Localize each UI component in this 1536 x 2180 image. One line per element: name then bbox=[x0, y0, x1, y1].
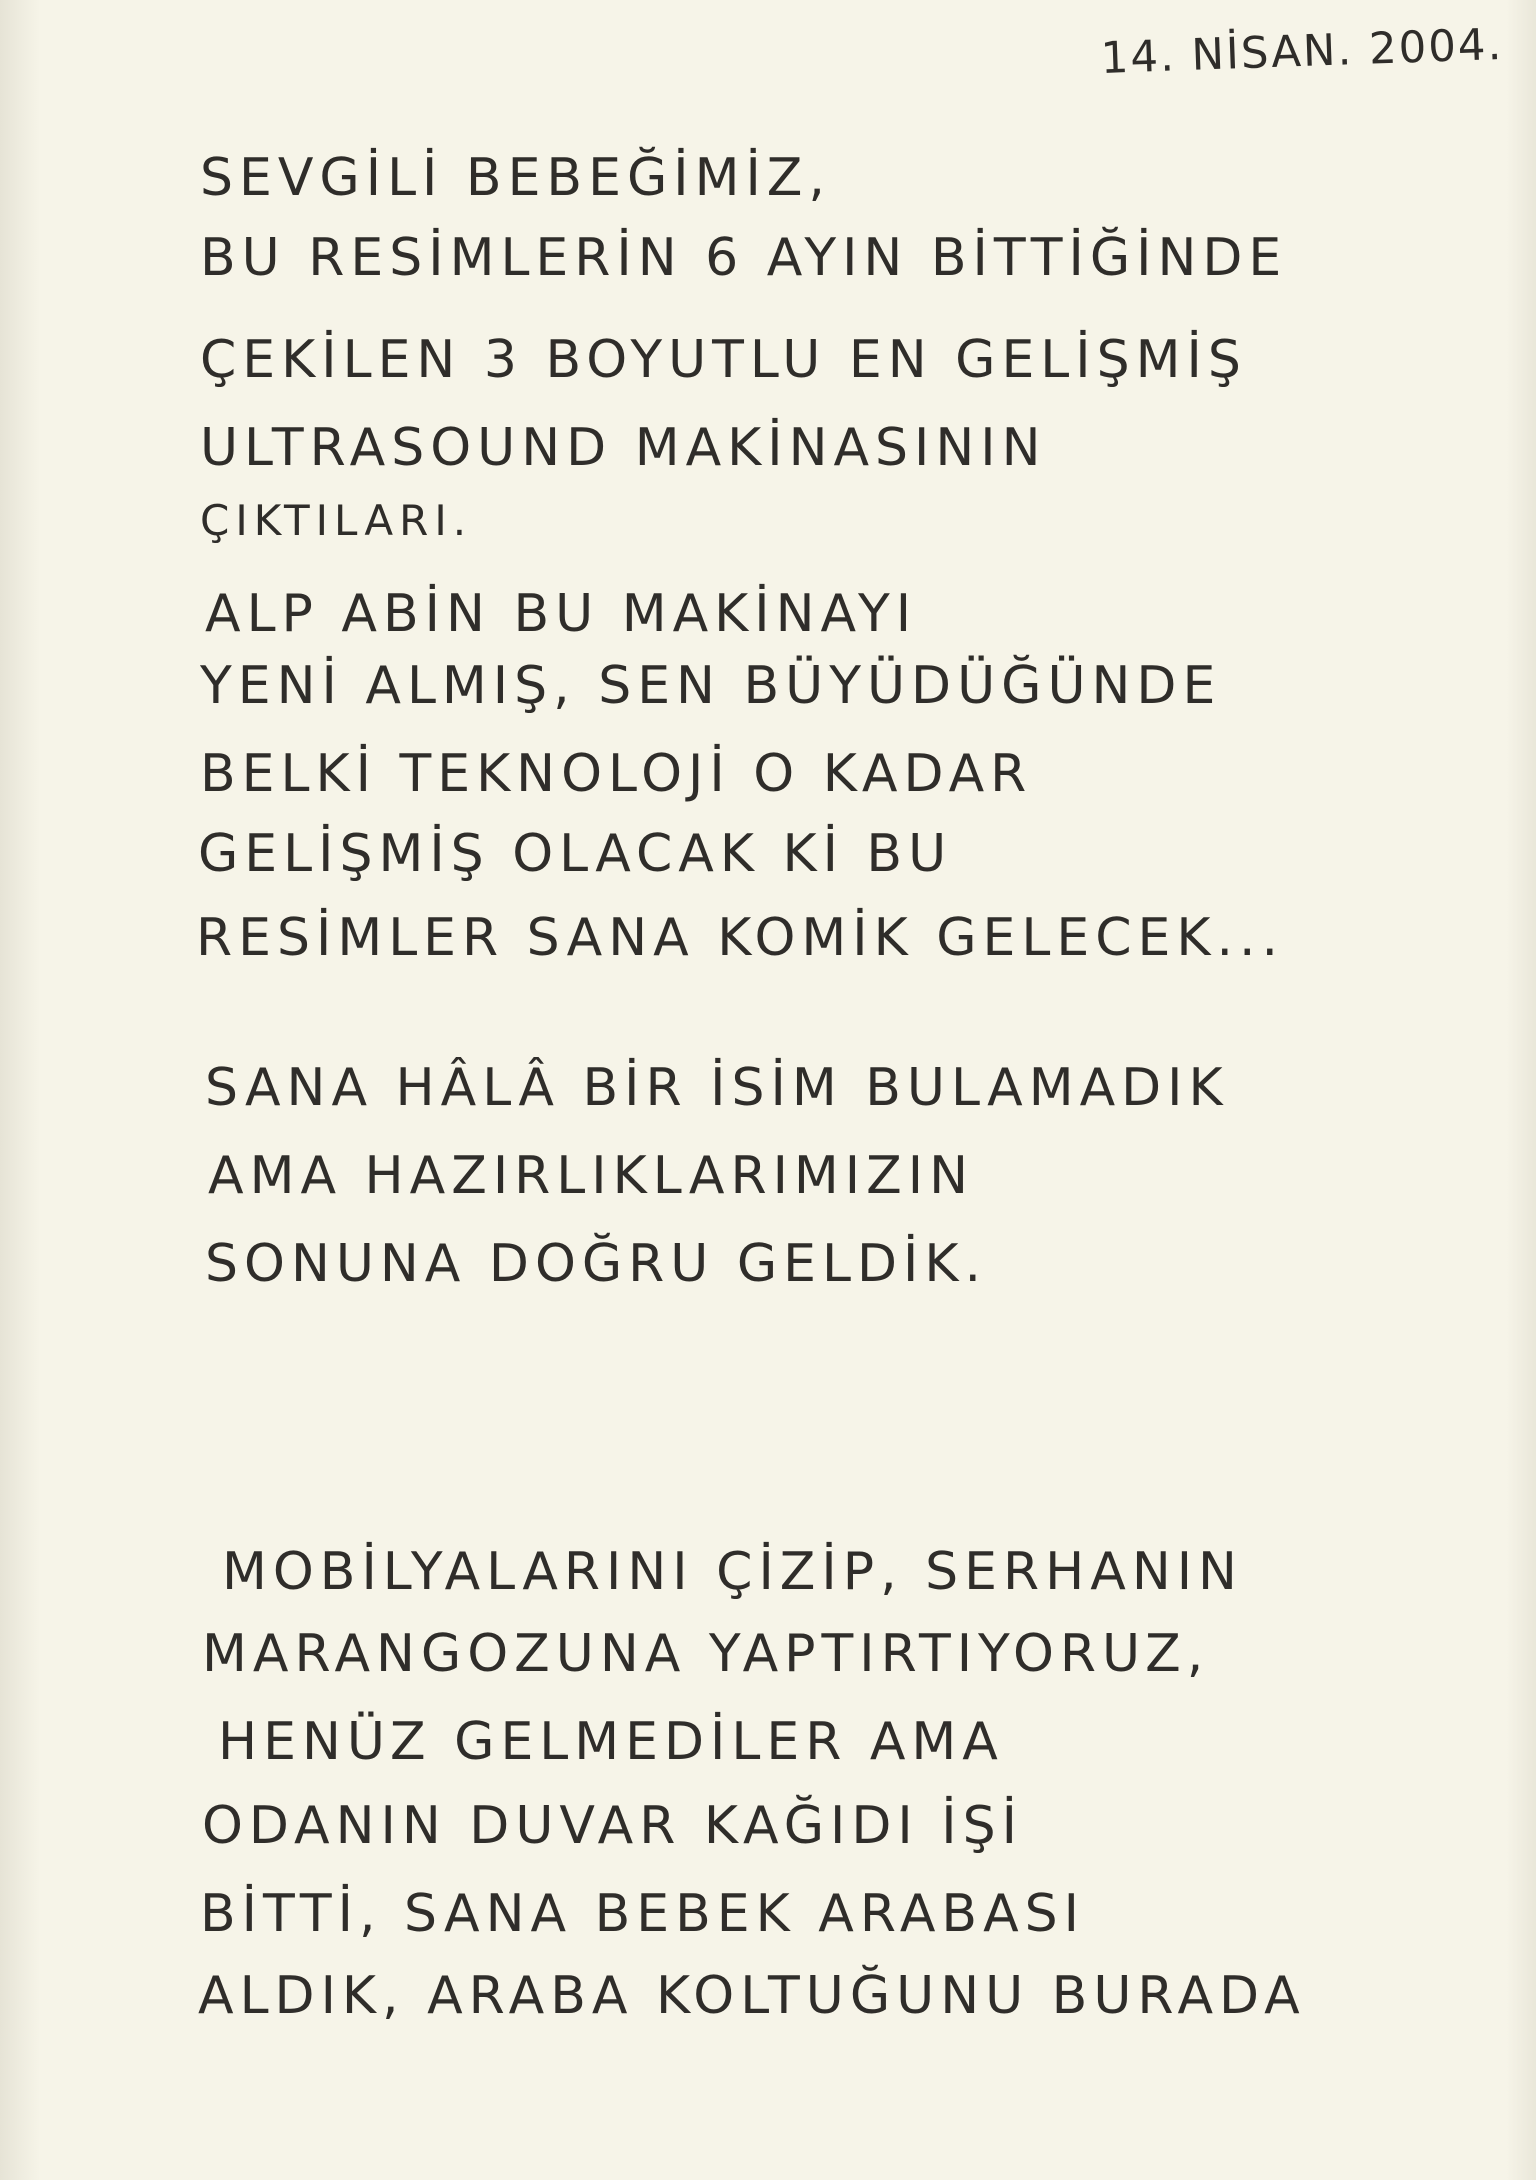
letter-line: YENİ ALMIŞ, SEN BÜYÜDÜĞÜNDE bbox=[200, 656, 1222, 716]
letter-line: MOBİLYALARINI ÇİZİP, SERHANIN bbox=[222, 1542, 1243, 1602]
letter-line: BİTTİ, SANA BEBEK ARABASI bbox=[200, 1884, 1086, 1944]
letter-greeting: SEVGİLİ BEBEĞİMİZ, bbox=[200, 148, 831, 208]
letter-line: ULTRASOUND MAKİNASININ bbox=[200, 418, 1047, 478]
letter-line: ODANIN DUVAR KAĞIDI İŞİ bbox=[202, 1796, 1023, 1856]
letter-line: SONUNA DOĞRU GELDİK. bbox=[205, 1234, 988, 1294]
letter-line: ALP ABİN BU MAKİNAYI bbox=[205, 584, 918, 644]
letter-line: GELİŞMİŞ OLACAK Kİ BU bbox=[198, 824, 953, 884]
letter-line: ÇIKTILARI. bbox=[200, 496, 473, 545]
letter-line: BU RESİMLERİN 6 AYIN BİTTİĞİNDE bbox=[200, 228, 1288, 288]
letter-line: ALDIK, ARABA KOLTUĞUNU BURADA bbox=[198, 1966, 1306, 2026]
letter-line: RESİMLER SANA KOMİK GELECEK... bbox=[196, 908, 1285, 968]
letter-line: BELKİ TEKNOLOJİ O KADAR bbox=[200, 744, 1033, 804]
letter-line: SANA HÂLÂ BİR İSİM BULAMADIK bbox=[205, 1058, 1229, 1118]
letter-line: AMA HAZIRLIKLARIMIZIN bbox=[208, 1146, 974, 1206]
letter-line: HENÜZ GELMEDİLER AMA bbox=[218, 1712, 1004, 1772]
letter-line: MARANGOZUNA YAPTIRTIYORUZ, bbox=[202, 1624, 1210, 1684]
letter-date: 14. NİSAN. 2004. bbox=[1099, 19, 1505, 84]
letter-line: ÇEKİLEN 3 BOYUTLU EN GELİŞMİŞ bbox=[200, 330, 1247, 390]
